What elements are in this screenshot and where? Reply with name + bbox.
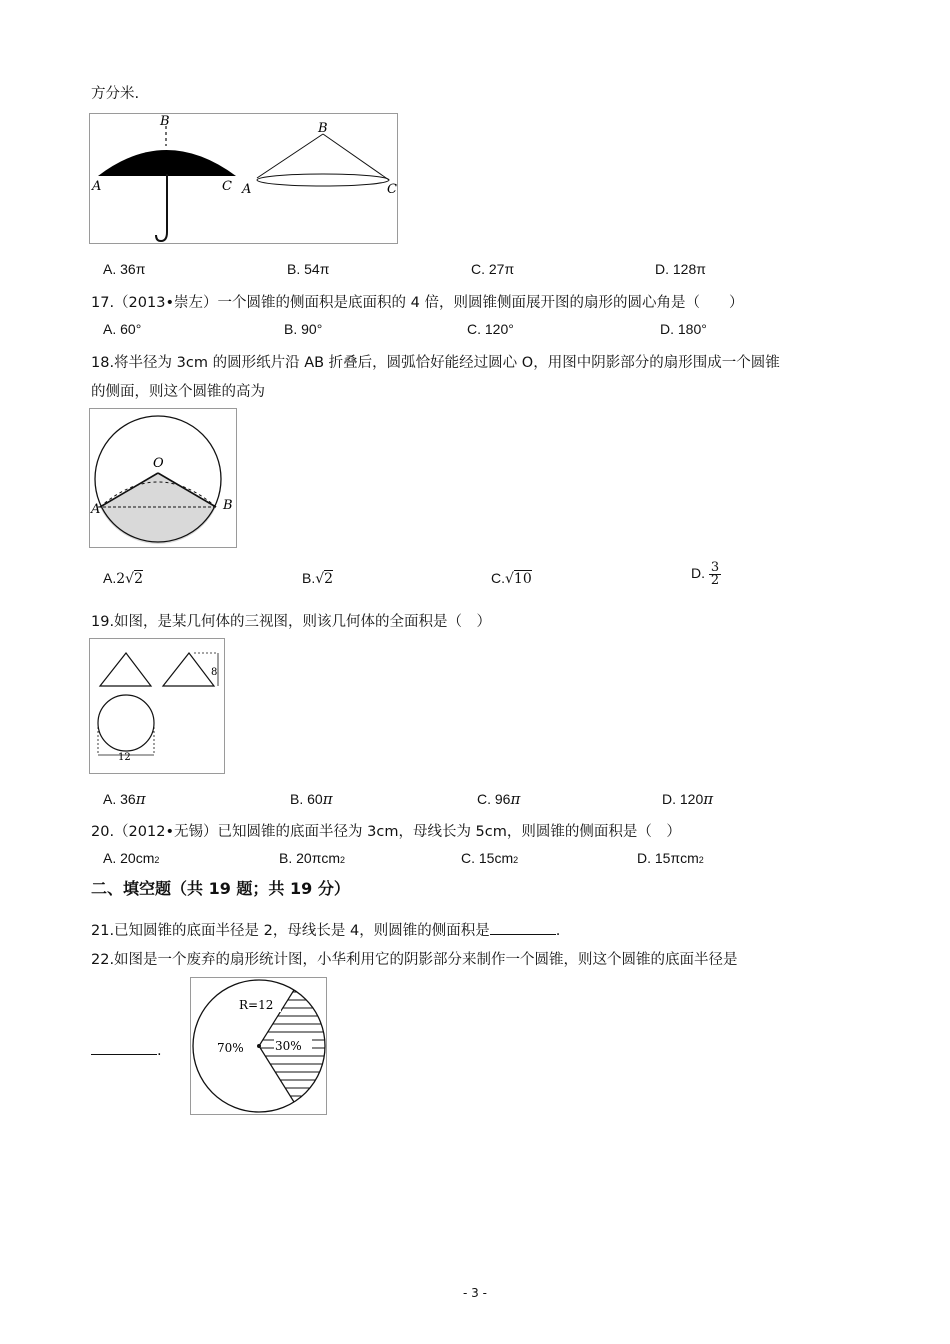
q18-option-b-radicand: 2 [324,571,334,587]
q20-option-d[interactable] [637,850,704,866]
q18-label-a: A [91,502,101,517]
q22-question-tail: . [157,1043,162,1059]
q20-option-d-exp: 2 [698,855,704,865]
q19-question-text: 19.如图，是某几何体的三视图，则该几何体的全面积是（ ） [91,614,492,630]
q16-label-b2: B [318,121,328,136]
q19-option-d-pi: π [703,790,714,808]
q19-option-a-pi: π [135,790,146,808]
q19-option-c-pi: π [510,790,521,808]
q18-option-b-label: B. [302,570,316,586]
q22-question-text: 22.如图是一个废弃的扇形统计图，小华利用它的阴影部分来制作一个圆锥，则这个圆锥的底面半径是 [91,952,738,968]
q18-question-line2: 的侧面，则这个圆锥的高为 [91,384,265,400]
q20-option-c-label: C. 15cm [461,850,514,866]
q20-option-b[interactable] [279,850,345,866]
q22-answer-blank[interactable] [91,1040,157,1055]
q19-option-a-label: A. 36 [103,791,136,807]
q22-answer-line [91,1040,162,1059]
q18-label-b: B [223,498,233,513]
q18-option-d-fraction [709,562,721,587]
q16-option-b[interactable]: B. 54π [287,261,330,277]
q20-option-a-label: A. 20cm [103,850,155,866]
q21-question-tail: . [555,923,561,939]
q21-answer-blank[interactable] [490,920,556,935]
q19-three-view-figure [89,638,225,774]
q17-option-b[interactable]: B. 90° [284,321,323,337]
q18-option-a-coef: 2 [116,571,126,587]
q18-option-d-denominator: 2 [710,573,720,588]
q22-70-percent-label: 70% [217,1041,244,1055]
page-number: - 3 - [463,1286,487,1300]
q20-option-d-label: D. 15πcm [637,850,699,866]
q16-label-c1: C [222,179,232,194]
q20-option-c[interactable] [461,850,518,866]
q18-option-d-label: D. [691,565,705,582]
q22-radius-label: R=12 [239,998,274,1012]
q16-label-c2: C [387,182,397,197]
q20-option-c-exp: 2 [513,855,519,865]
section-2-heading: 二、填空题（共 19 题；共 19 分） [91,879,350,898]
q16-umbrella-cone-figure [89,113,398,244]
q18-option-d[interactable] [691,562,721,587]
q18-option-a-label: A. [103,570,117,586]
q19-option-c-label: C. 96 [477,791,511,807]
q16-label-b1: B [160,114,170,129]
q16-option-a[interactable]: A. 36π [103,261,146,277]
q22-sector-chart-figure [190,977,327,1115]
q18-folded-circle-figure [89,408,237,548]
q20-option-a[interactable] [103,850,159,866]
q18-option-d-numerator: 3 [710,560,720,575]
q19-option-b[interactable] [290,790,333,808]
q19-option-b-label: B. 60 [290,791,323,807]
q18-option-c[interactable]: C.√10 [491,570,532,587]
q16-text-tail: 方分米. [91,86,140,102]
q19-option-a[interactable] [103,790,146,808]
q16-label-a2: A [242,182,252,197]
q18-option-c-radicand: 10 [513,571,532,587]
q20-question-text: 20.（2012•无锡）已知圆锥的底面半径为 3cm，母线长为 5cm，则圆锥的侧面积是（ ） [91,824,681,840]
q18-option-a[interactable]: A.2√2 [103,570,143,587]
q19-option-b-pi: π [322,790,333,808]
q18-option-b[interactable]: B.√2 [302,570,334,587]
q22-30-percent-label: 30% [275,1039,302,1053]
q19-option-c[interactable] [477,790,520,808]
q18-option-a-radicand: 2 [134,571,143,587]
q18-question-line1: 18.将半径为 3cm 的圆形纸片沿 AB 折叠后，圆弧恰好能经过圆心 O，用图中阴影部分的扇形围成一个圆锥 [91,355,780,371]
q16-option-c[interactable]: C. 27π [471,261,515,277]
q17-option-a[interactable]: A. 60° [103,321,142,337]
q16-option-d[interactable]: D. 128π [655,261,706,277]
q19-option-d[interactable] [662,790,713,808]
q19-option-d-label: D. 120 [662,791,704,807]
q17-option-c[interactable]: C. 120° [467,321,514,337]
q18-option-c-label: C. [491,570,505,586]
q20-option-b-exp: 2 [340,855,346,865]
q17-question-text: 17.（2013•崇左）一个圆锥的侧面积是底面积的 4 倍，则圆锥侧面展开图的扇形的圆心角是（ ） [91,295,744,311]
q16-label-a1: A [92,179,102,194]
q19-width-label: 12 [118,752,131,763]
q17-option-d[interactable]: D. 180° [660,321,707,337]
q19-height-label: 8 [211,667,218,678]
q21-question-text: 21.已知圆锥的底面半径是 2，母线长是 4，则圆锥的侧面积是 [91,923,490,939]
q21-question [91,919,560,940]
q20-option-b-label: B. 20πcm [279,850,341,866]
q18-label-o: O [153,456,164,471]
q20-option-a-exp: 2 [154,855,160,865]
